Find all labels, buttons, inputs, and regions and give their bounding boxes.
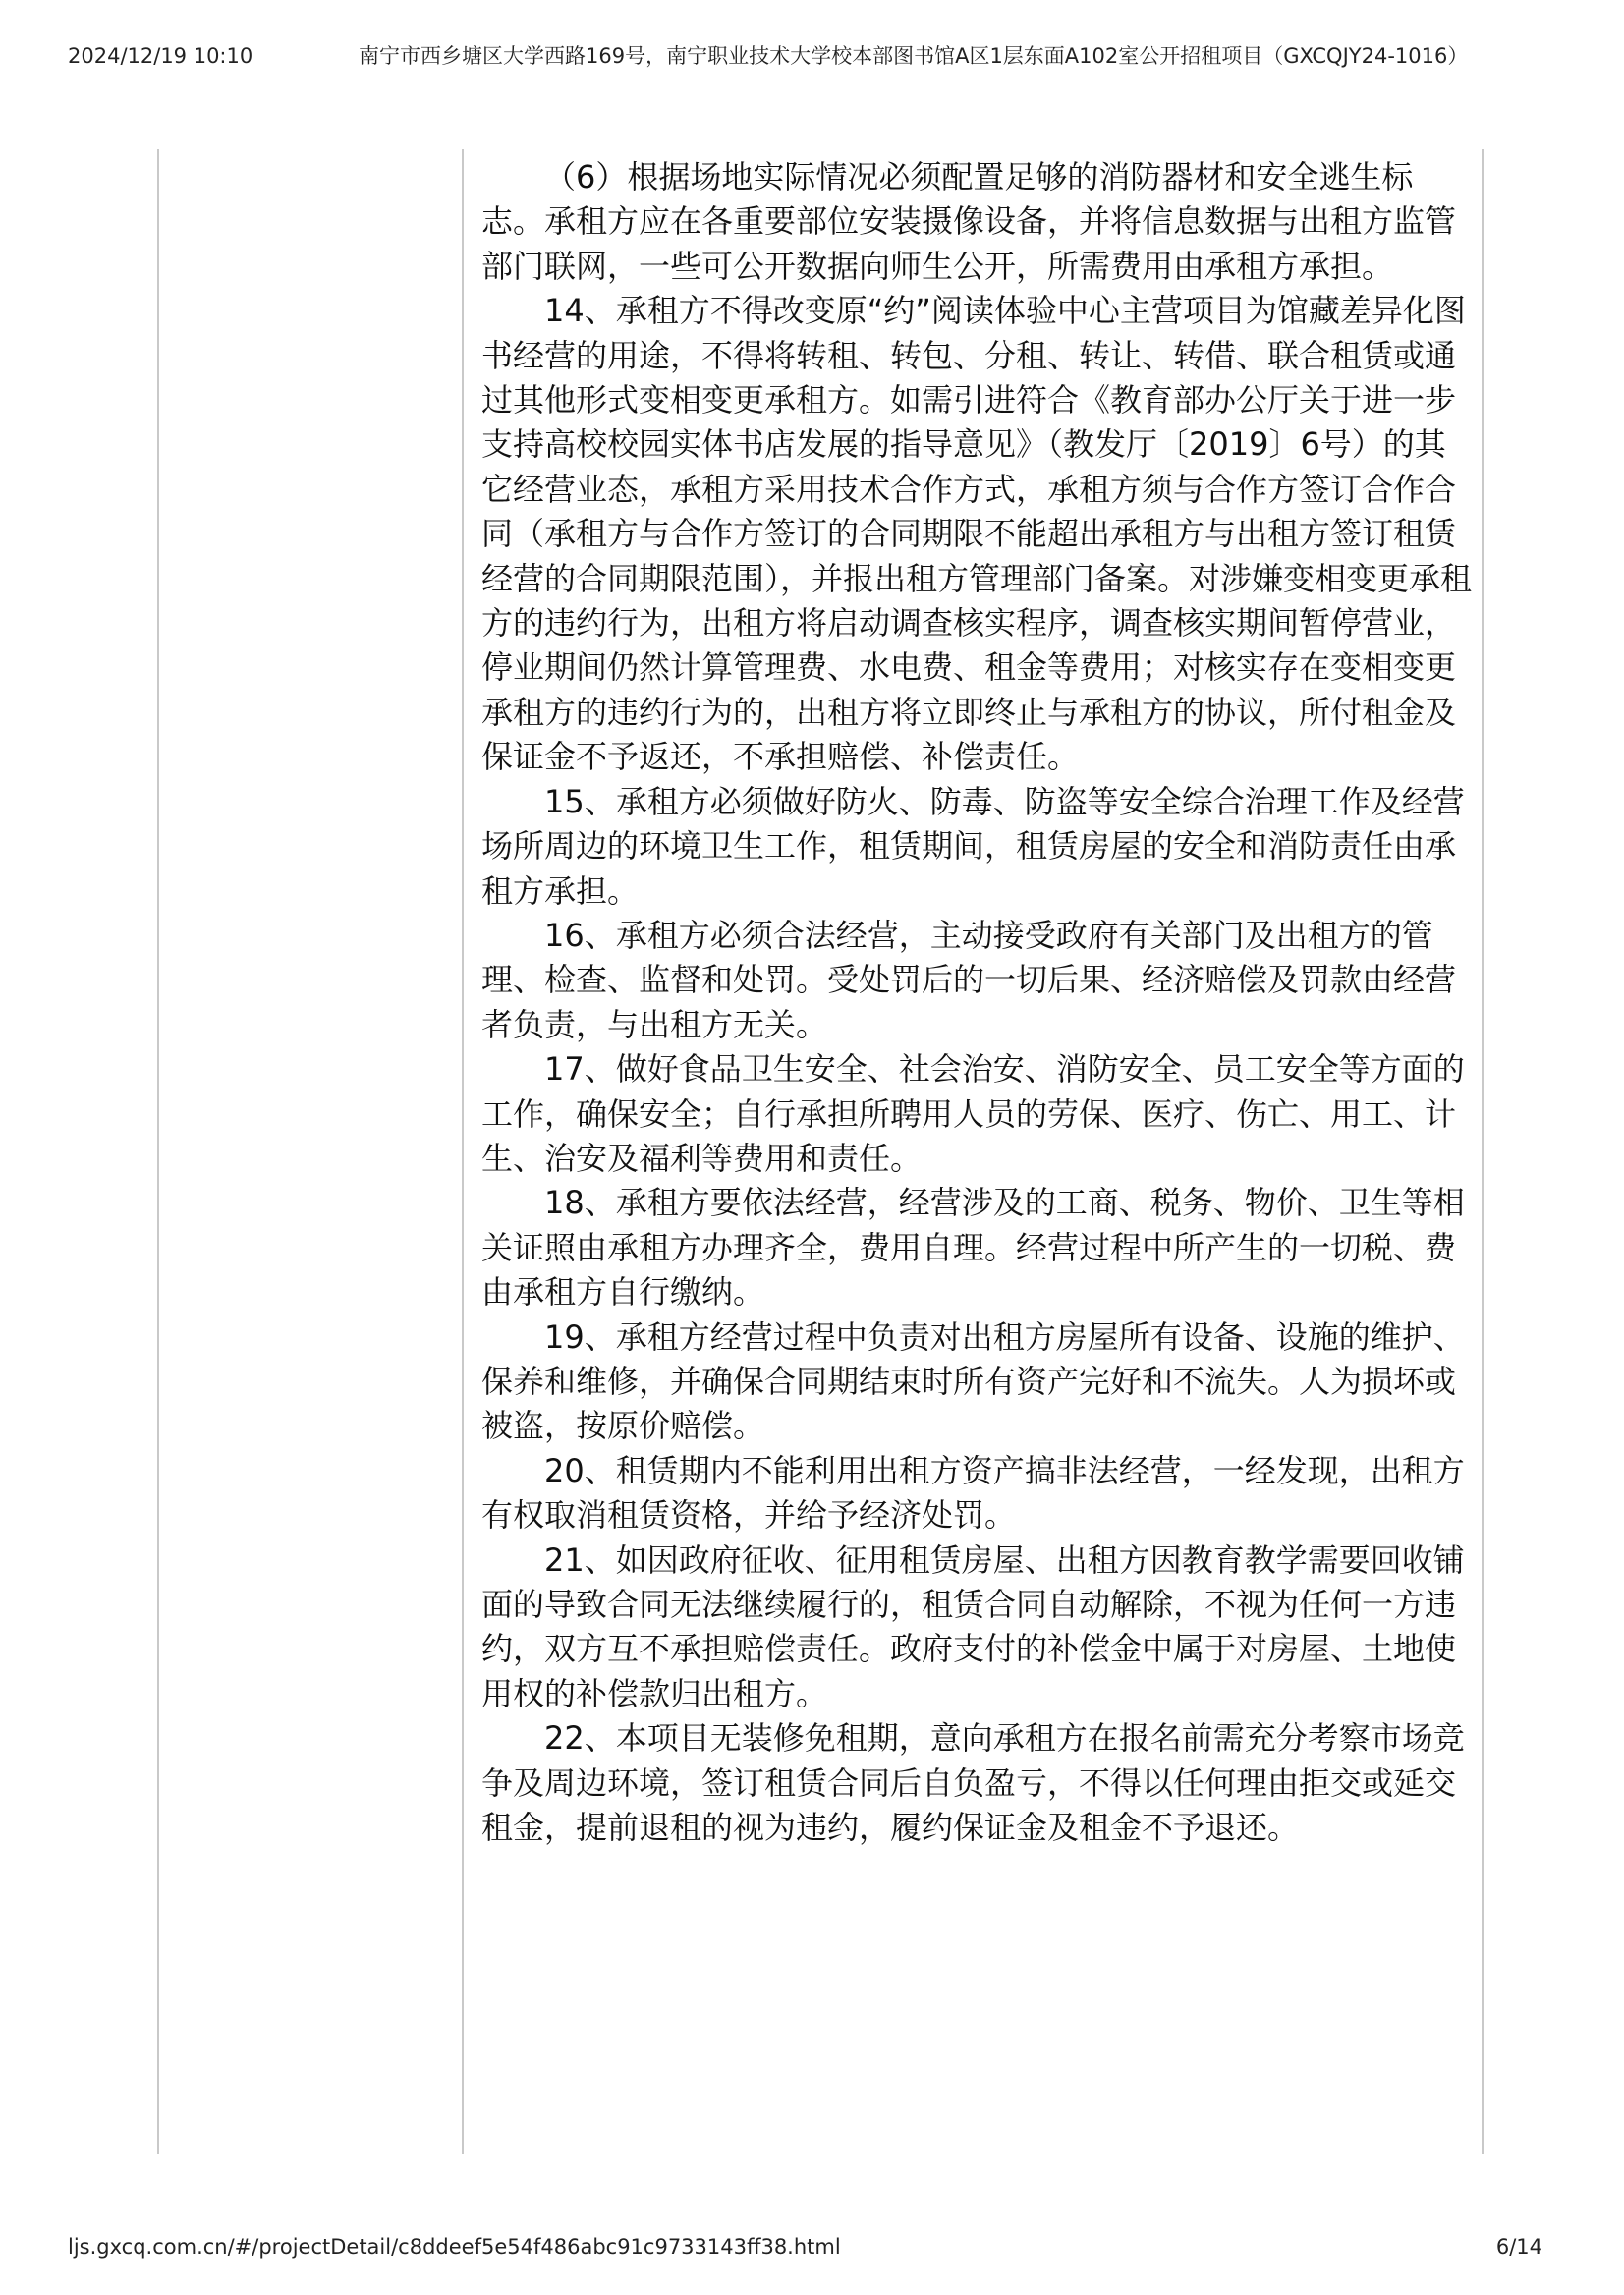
- clause-19: 19、承租方经营过程中负责对出租方房屋所有设备、设施的维护、保养和维修，并确保合同期结束时所有资产完好和不流失。人为损坏或被盗，按原价赔偿。: [481, 1317, 1465, 1445]
- clause-13-6: （6）根据场地实际情况必须配置足够的消防器材和安全逃生标志。承租方应在各重要部位安装摄像设备，并将信息数据与出租方监管部门联网，一些可公开数据向师生公开，所需费用由承租方承担。: [481, 158, 1457, 285]
- clause-18: 18、承租方要依法经营，经营涉及的工商、税务、物价、卫生等相关证照由承租方办理齐全，费用自理。经营过程中所产生的一切税、费由承租方自行缴纳。: [481, 1184, 1465, 1312]
- table-border-left: [157, 149, 159, 2154]
- print-page-title: 南宁市西乡塘区大学西路169号，南宁职业技术大学校本部图书馆A区1层东面A102室公开招租项目（GXCQJY24-1016）: [359, 44, 1469, 68]
- table-border-right: [1482, 149, 1484, 2154]
- page-number: 6/14: [1495, 2235, 1542, 2259]
- print-url: ljs.gxcq.com.cn/#/projectDetail/c8ddeef5e54f486abc91c9733143ff38.html: [68, 2235, 841, 2259]
- clause-21: 21、如因政府征收、征用租赁房屋、出租方因教育教学需要回收铺面的导致合同无法继续履行的，租赁合同自动解除，不视为任何一方违约，双方互不承担赔偿责任。政府支付的补偿金中属于对房屋、土地使用权的补偿款归出租方。: [481, 1540, 1465, 1712]
- clause-16: 16、承租方必须合法经营，主动接受政府有关部门及出租方的管理、检查、监督和处罚。受处罚后的一切后果、经济赔偿及罚款由经营者负责，与出租方无关。: [481, 916, 1457, 1043]
- clause-15: 15、承租方必须做好防火、防毒、防盗等安全综合治理工作及经营场所周边的环境卫生工作，租赁期间，租赁房屋的安全和消防责任由承租方承担。: [481, 782, 1465, 910]
- lease-terms-cell: [481, 155, 1474, 1850]
- table-column-divider: [462, 149, 464, 2154]
- clause-14: 14、承租方不得改变原“约”阅读体验中心主营项目为馆藏差异化图书经营的用途，不得将转租、转包、分租、转让、转借、联合租赁或通过其他形式变相变更承租方。如需引进符合《教育部办公厅关于进一步支持高校校园实体书店发展的指导意见》（教发厅〔2019〕6号）的其它经营业态，承租方采用技术合作方式，承租方须与合作方签订合作合同（承租方与合作方签订的合同期限不能超出承租方与出租方签订租赁经营的合同期限范围），并报出租方管理部门备案。对涉嫌变相变更承租方的违约行为，出租方将启动调查核实程序，调查核实期间暂停营业，停业期间仍然计算管理费、水电费、租金等费用；对核实存在变相变更承租方的违约行为的，出租方将立即终止与承租方的协议，所付租金及保证金不予返还，不承担赔偿、补偿责任。: [481, 292, 1473, 776]
- clause-20: 20、租赁期内不能利用出租方资产搞非法经营，一经发现，出租方有权取消租赁资格，并给予经济处罚。: [481, 1451, 1465, 1535]
- clause-17: 17、做好食品卫生安全、社会治安、消防安全、员工安全等方面的工作，确保安全；自行承担所聘用人员的劳保、医疗、伤亡、用工、计生、治安及福利等费用和责任。: [481, 1050, 1465, 1177]
- clause-22: 22、本项目无装修免租期，意向承租方在报名前需充分考察市场竞争及周边环境，签订租赁合同后自负盈亏，不得以任何理由拒交或延交租金，提前退租的视为违约，履约保证金及租金不予退还。: [481, 1719, 1465, 1847]
- print-datetime: 2024/12/19 10:10: [68, 44, 253, 68]
